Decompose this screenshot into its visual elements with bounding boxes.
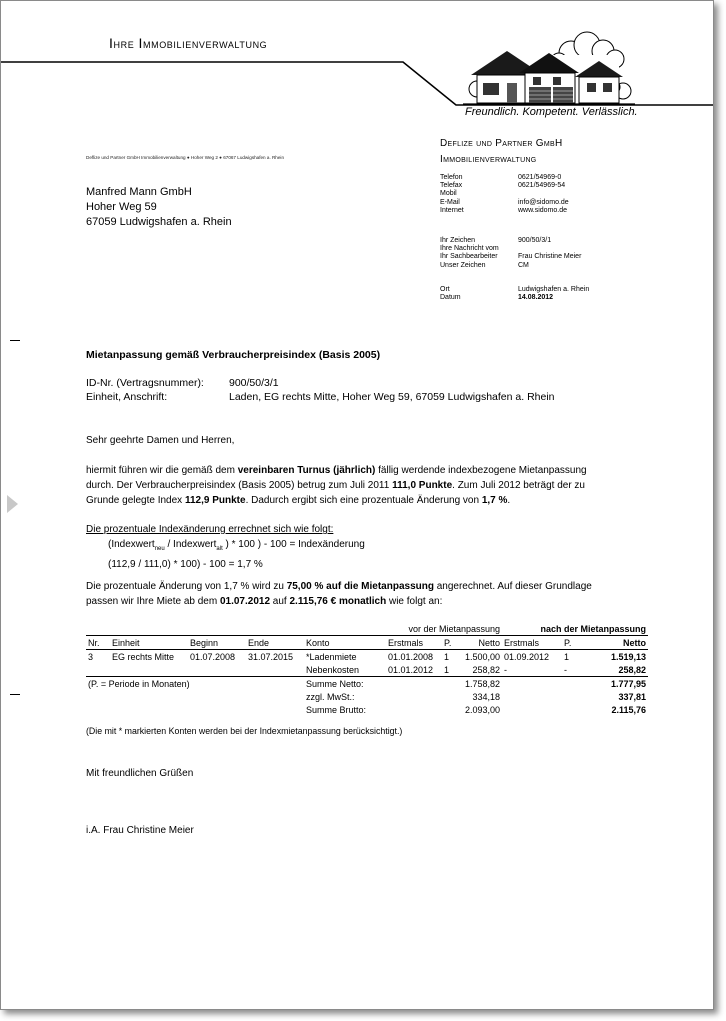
- table-cell: [110, 663, 188, 677]
- house-logo-icon: [463, 31, 635, 107]
- reference-row: Ihre Nachricht vom: [440, 245, 499, 253]
- company-subtitle: Immobilienverwaltung: [440, 154, 537, 165]
- date-row: Datum 14.08.2012: [440, 294, 554, 302]
- fold-mark-bottom: [10, 694, 20, 695]
- unit-value: Laden, EG rechts Mitte, Hoher Weg 59, 67059 Ludwigshafen a. Rhein: [229, 391, 555, 403]
- table-cell: 01.07.2008: [190, 651, 236, 662]
- tagline: Freundlich. Kompetent. Verlässlich.: [465, 106, 638, 118]
- fold-mark-top: [10, 340, 20, 341]
- table-header-cell: Konto: [304, 636, 386, 650]
- contact-block-reference: [440, 237, 581, 270]
- sum-row-vat: zzgl. MwSt.: 334,18 337,81: [306, 691, 646, 702]
- rent-table: [86, 622, 648, 716]
- unit-row: [86, 391, 555, 403]
- table-cell: *Ladenmiete: [306, 651, 357, 662]
- page-arrow-icon: [7, 495, 18, 513]
- sum-row-brutto: Summe Brutto: 2.093,00 2.115,76: [306, 704, 646, 715]
- table-cell: -: [564, 664, 567, 675]
- company-block: [440, 136, 562, 168]
- table-cell: 01.09.2012: [504, 651, 550, 662]
- group-before: vor der Mietanpassung: [386, 622, 502, 636]
- table-header-cell: Erstmals: [502, 636, 562, 650]
- table-cell: 1: [444, 664, 450, 675]
- table-header-cell: Ende: [246, 636, 304, 650]
- table-cell: [246, 663, 304, 677]
- recipient-address: [86, 185, 232, 230]
- table-header-cell: P.: [562, 636, 582, 650]
- table-row: [86, 650, 648, 664]
- sender-line: Deflize und Partner GmbH Immobilienverwaltung ● Hoher Weg 2 ● 67067 Ludwigshafen a. Rhein: [86, 155, 284, 160]
- period-note: (P. = Periode in Monaten): [86, 677, 304, 691]
- date-row: Ort Ludwigshafen a. Rhein: [440, 286, 590, 293]
- paragraph-adjustment: [86, 579, 592, 609]
- contact-block-date: [440, 286, 589, 302]
- recipient-city: 67059 Ludwigshafen a. Rhein: [86, 216, 232, 228]
- table-header-cell: P.: [442, 636, 456, 650]
- table-cell: 1: [564, 651, 570, 662]
- table-cell: 1.500,00: [464, 651, 500, 662]
- table-header-cell: Nr.: [86, 636, 110, 650]
- contact-row: Internet www.sidomo.de: [440, 206, 568, 214]
- table-cell: -: [504, 664, 507, 675]
- paragraph-line: Grunde gelegte Index 112,9 Punkte. Dadurch ergibt sich eine prozentuale Änderung von 1,7 %.: [86, 495, 511, 506]
- contact-row: Mobil: [440, 190, 457, 198]
- contact-row: E-Mail info@sidomo.de: [440, 198, 569, 206]
- table-header-row: [86, 636, 648, 650]
- formula-line: (Indexwert$_{neu}$ / Indexwert$_{alt}$ ) * 100 ) - 100 = Indexänderung: [108, 539, 365, 552]
- signature: i.A. Frau Christine Meier: [86, 825, 194, 836]
- header-title: Ihre Immobilienverwaltung: [109, 35, 268, 51]
- table-header-cell: Erstmals: [386, 636, 442, 650]
- table-cell: 31.07.2015: [248, 651, 294, 662]
- formula-result: (112,9 / 111,0) * 100) - 100 = 1,7 %: [108, 559, 263, 570]
- table-cell: 01.01.2008: [388, 651, 434, 662]
- paragraph-line: passen wir Ihre Miete ab dem 01.07.2012 auf 2.115,76 € monatlich wie folgt an:: [86, 596, 443, 607]
- recipient-name: Manfred Mann GmbH: [86, 186, 192, 198]
- contact-row: Telefon 0621/54969-0: [440, 174, 562, 181]
- table-cell: 258,82: [618, 664, 646, 675]
- table-header-cell: Beginn: [188, 636, 246, 650]
- paragraph-line: Die prozentuale Änderung von 1,7 % wird zu 75,00 % auf die Mietanpassung angerechnet. Auf dieser Grundlage: [86, 581, 592, 592]
- table-header-cell: Netto: [456, 636, 502, 650]
- salutation: Sehr geehrte Damen und Herren,: [86, 435, 235, 446]
- company-name: Deflize und Partner GmbH: [440, 138, 563, 149]
- table-header-cell: Einheit: [110, 636, 188, 650]
- id-label: ID-Nr. (Vertragsnummer):: [86, 377, 204, 389]
- table-cell: [86, 663, 110, 677]
- paragraph-index: [86, 463, 587, 508]
- table-cell: Nebenkosten: [306, 664, 360, 675]
- recipient-street: Hoher Weg 59: [86, 201, 157, 213]
- contact-block-phone: [440, 174, 569, 215]
- group-after: nach der Mietanpassung: [502, 622, 648, 636]
- table-cell: 3: [88, 651, 94, 662]
- footnote: (Die mit * markierten Konten werden bei der Indexmietanpassung berücksichtigt.): [86, 726, 403, 736]
- reference-row: Ihr Sachbearbeiter Frau Christine Meier: [440, 253, 582, 261]
- table-row: [86, 663, 648, 677]
- sum-row-netto: (P. = Periode in Monaten) Summe Netto: 1.758,82 1.777,95: [88, 678, 646, 689]
- paragraph-line: durch. Der Verbraucherpreisindex (Basis 2005) betrug zum Juli 2011 111,0 Punkte. Zum Juli 2012 beträgt der zu: [86, 480, 585, 491]
- id-value: 900/50/3/1: [229, 377, 279, 389]
- table-header-cell: Netto: [582, 636, 648, 650]
- reference-row: Ihr Zeichen 900/50/3/1: [440, 237, 552, 244]
- paragraph-line: hiermit führen wir die gemäß dem vereinbaren Turnus (jährlich) fällig werdende indexbezogene Mietanpassung: [86, 465, 587, 476]
- table-cell: 258,82: [472, 664, 500, 675]
- subject-line: Mietanpassung gemäß Verbraucherpreisindex (Basis 2005): [86, 349, 381, 361]
- table-cell: EG rechts Mitte: [112, 651, 175, 662]
- table-group-header: [86, 622, 648, 636]
- table-cell: 1: [444, 651, 450, 662]
- contact-row: Telefax 0621/54969-54: [440, 182, 566, 190]
- id-row: [86, 377, 279, 389]
- formula-heading: Die prozentuale Indexänderung errechnet sich wie folgt:: [86, 524, 334, 535]
- greeting: Mit freundlichen Grüßen: [86, 768, 194, 779]
- table-cell: 01.01.2012: [388, 664, 434, 675]
- table-cell: 1.519,13: [610, 651, 646, 662]
- unit-label: Einheit, Anschrift:: [86, 391, 168, 403]
- reference-row: Unser Zeichen CM: [440, 261, 529, 269]
- table-cell: [188, 663, 246, 677]
- formula-block: [86, 522, 365, 572]
